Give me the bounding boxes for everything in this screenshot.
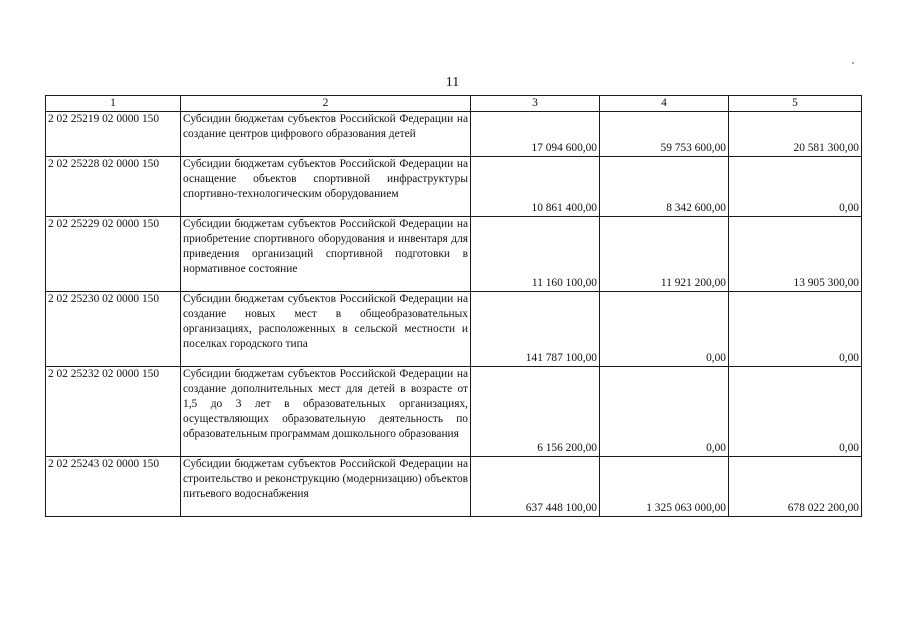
classification-code: 2 02 25243 02 0000 150 <box>46 457 181 517</box>
amount-col5: 0,00 <box>729 157 862 217</box>
classification-code: 2 02 25228 02 0000 150 <box>46 157 181 217</box>
scan-speck <box>852 62 854 64</box>
amount-col3: 17 094 600,00 <box>471 112 600 157</box>
amount-col3: 11 160 100,00 <box>471 217 600 292</box>
row-description: Субсидии бюджетам субъектов Российской Федерации на создание центров цифрового образования детей <box>181 112 471 157</box>
amount-col3: 6 156 200,00 <box>471 367 600 457</box>
column-header-3: 3 <box>471 96 600 112</box>
amount-col5: 20 581 300,00 <box>729 112 862 157</box>
budget-table <box>45 95 862 517</box>
classification-code: 2 02 25230 02 0000 150 <box>46 292 181 367</box>
table-row <box>46 157 862 217</box>
table-row <box>46 292 862 367</box>
page-number: 11 <box>445 75 460 90</box>
amount-col4: 11 921 200,00 <box>600 217 729 292</box>
table-row <box>46 457 862 517</box>
row-description: Субсидии бюджетам субъектов Российской Федерации на создание дополнительных мест для детей в возрасте от 1,5 до 3 лет в образовательных организациях, осуществляющих образовательную деятельность по образовательным программам дошкольного образования <box>181 367 471 457</box>
amount-col4: 8 342 600,00 <box>600 157 729 217</box>
table-row <box>46 112 862 157</box>
amount-col4: 1 325 063 000,00 <box>600 457 729 517</box>
amount-col3: 637 448 100,00 <box>471 457 600 517</box>
classification-code: 2 02 25229 02 0000 150 <box>46 217 181 292</box>
row-description: Субсидии бюджетам субъектов Российской Федерации на оснащение объектов спортивной инфраструктуры спортивно-технологическим оборудованием <box>181 157 471 217</box>
header-row <box>46 96 862 112</box>
amount-col5: 13 905 300,00 <box>729 217 862 292</box>
classification-code: 2 02 25219 02 0000 150 <box>46 112 181 157</box>
table-row <box>46 217 862 292</box>
amount-col5: 678 022 200,00 <box>729 457 862 517</box>
column-header-2: 2 <box>181 96 471 112</box>
column-header-5: 5 <box>729 96 862 112</box>
column-header-1: 1 <box>46 96 181 112</box>
amount-col4: 0,00 <box>600 292 729 367</box>
row-description: Субсидии бюджетам субъектов Российской Федерации на строительство и реконструкцию (модернизацию) объектов питьевого водоснабжения <box>181 457 471 517</box>
amount-col5: 0,00 <box>729 367 862 457</box>
row-description: Субсидии бюджетам субъектов Российской Федерации на приобретение спортивного оборудования и инвентаря для приведения организаций спортивной подготовки в нормативное состояние <box>181 217 471 292</box>
amount-col5: 0,00 <box>729 292 862 367</box>
column-header-4: 4 <box>600 96 729 112</box>
amount-col3: 141 787 100,00 <box>471 292 600 367</box>
classification-code: 2 02 25232 02 0000 150 <box>46 367 181 457</box>
table-row <box>46 367 862 457</box>
amount-col4: 59 753 600,00 <box>600 112 729 157</box>
amount-col3: 10 861 400,00 <box>471 157 600 217</box>
amount-col4: 0,00 <box>600 367 729 457</box>
row-description: Субсидии бюджетам субъектов Российской Федерации на создание новых мест в общеобразовательных организациях, расположенных в сельской местности и поселках городского типа <box>181 292 471 367</box>
